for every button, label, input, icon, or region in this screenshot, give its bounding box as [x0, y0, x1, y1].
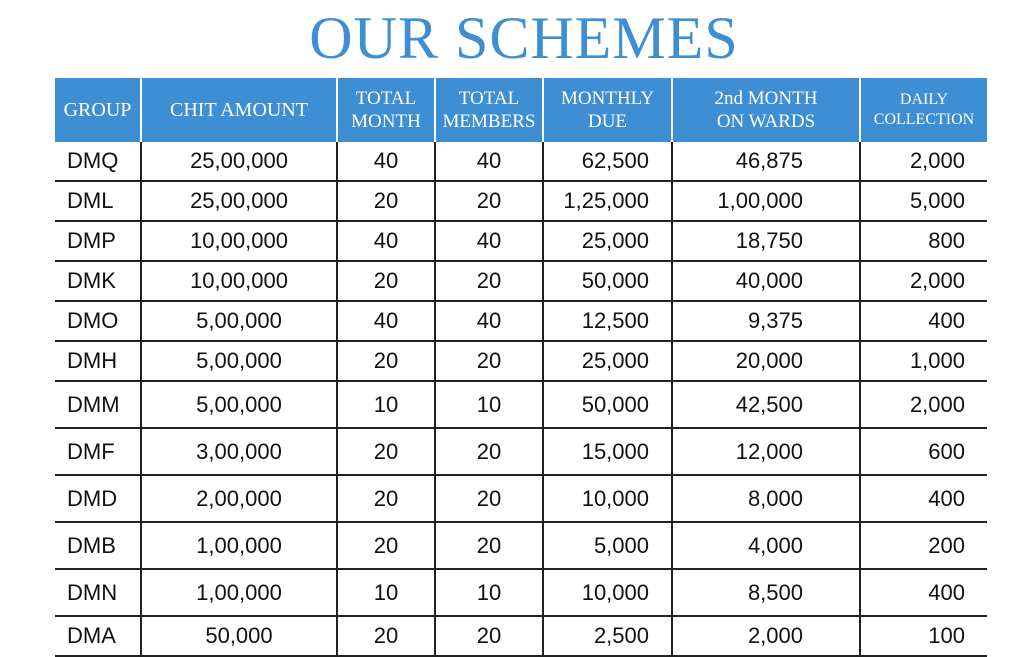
cell-daily-collection: 400 — [860, 569, 987, 616]
cell-group: DMQ — [55, 142, 141, 181]
cell-total-members: 20 — [435, 341, 543, 381]
header-total-members — [435, 78, 543, 142]
cell-second-month: 18,750 — [672, 221, 860, 261]
cell-second-month: 8,500 — [672, 569, 860, 616]
header-daily-collection — [860, 78, 987, 142]
cell-total-month: 20 — [337, 261, 435, 301]
cell-chit-amount: 3,00,000 — [141, 428, 337, 475]
page-title: OUR SCHEMES — [309, 5, 739, 71]
cell-group: DMF — [55, 428, 141, 475]
cell-total-month: 40 — [337, 301, 435, 341]
header-total-month — [337, 78, 435, 142]
cell-chit-amount: 25,00,000 — [141, 181, 337, 221]
table-row — [55, 301, 987, 341]
header-total-members-line1: TOTAL — [458, 88, 520, 109]
cell-chit-amount: 25,00,000 — [141, 142, 337, 181]
cell-group: DMK — [55, 261, 141, 301]
cell-total-members: 40 — [435, 221, 543, 261]
cell-second-month: 46,875 — [672, 142, 860, 181]
cell-group: DMO — [55, 301, 141, 341]
schemes-table — [55, 78, 987, 657]
header-chit-amount: CHIT AMOUNT — [141, 78, 337, 142]
cell-total-month: 40 — [337, 221, 435, 261]
cell-chit-amount: 50,000 — [141, 616, 337, 656]
cell-group: DMB — [55, 522, 141, 569]
cell-monthly-due: 12,500 — [543, 301, 672, 341]
cell-second-month: 20,000 — [672, 341, 860, 381]
cell-chit-amount: 5,00,000 — [141, 301, 337, 341]
cell-chit-amount: 1,00,000 — [141, 569, 337, 616]
cell-group: DMA — [55, 616, 141, 656]
cell-daily-collection: 200 — [860, 522, 987, 569]
cell-daily-collection: 600 — [860, 428, 987, 475]
cell-group: DMH — [55, 341, 141, 381]
cell-monthly-due: 62,500 — [543, 142, 672, 181]
cell-daily-collection: 400 — [860, 301, 987, 341]
cell-daily-collection: 2,000 — [860, 381, 987, 428]
cell-total-members: 10 — [435, 569, 543, 616]
table-row — [55, 569, 987, 616]
cell-chit-amount: 10,00,000 — [141, 221, 337, 261]
table-row — [55, 522, 987, 569]
cell-monthly-due: 5,000 — [543, 522, 672, 569]
cell-total-month: 20 — [337, 341, 435, 381]
cell-daily-collection: 2,000 — [860, 261, 987, 301]
cell-group: DMM — [55, 381, 141, 428]
header-second-month — [672, 78, 860, 142]
cell-group: DMD — [55, 475, 141, 522]
cell-second-month: 9,375 — [672, 301, 860, 341]
cell-chit-amount: 5,00,000 — [141, 341, 337, 381]
cell-total-month: 10 — [337, 569, 435, 616]
header-monthly-due — [543, 78, 672, 142]
cell-monthly-due: 10,000 — [543, 569, 672, 616]
cell-daily-collection: 800 — [860, 221, 987, 261]
cell-daily-collection: 2,000 — [860, 142, 987, 181]
cell-total-month: 20 — [337, 616, 435, 656]
cell-second-month: 4,000 — [672, 522, 860, 569]
header-total-month-line1: TOTAL — [355, 88, 417, 109]
header-total-month-line2: MONTH — [351, 111, 421, 132]
table-header-row — [55, 78, 987, 142]
table-row — [55, 428, 987, 475]
header-total-members-line2: MEMBERS — [442, 111, 536, 132]
cell-second-month: 2,000 — [672, 616, 860, 656]
cell-monthly-due: 15,000 — [543, 428, 672, 475]
table-row — [55, 381, 987, 428]
cell-monthly-due: 2,500 — [543, 616, 672, 656]
cell-total-members: 20 — [435, 475, 543, 522]
header-second-month-line2: ON WARDS — [716, 111, 816, 132]
table-row — [55, 261, 987, 301]
cell-total-members: 20 — [435, 428, 543, 475]
cell-daily-collection: 1,000 — [860, 341, 987, 381]
cell-total-month: 40 — [337, 142, 435, 181]
cell-total-members: 20 — [435, 261, 543, 301]
cell-chit-amount: 1,00,000 — [141, 522, 337, 569]
cell-monthly-due: 50,000 — [543, 381, 672, 428]
schemes-table-wrapper — [55, 78, 987, 657]
cell-total-month: 20 — [337, 475, 435, 522]
cell-chit-amount: 5,00,000 — [141, 381, 337, 428]
cell-second-month: 8,000 — [672, 475, 860, 522]
header-daily-collection-line1: DAILY — [899, 91, 949, 108]
cell-second-month: 1,00,000 — [672, 181, 860, 221]
cell-total-members: 10 — [435, 381, 543, 428]
table-row — [55, 221, 987, 261]
cell-total-members: 20 — [435, 616, 543, 656]
cell-group: DMP — [55, 221, 141, 261]
header-group: GROUP — [55, 78, 141, 142]
cell-daily-collection: 100 — [860, 616, 987, 656]
cell-second-month: 40,000 — [672, 261, 860, 301]
cell-total-month: 20 — [337, 428, 435, 475]
cell-total-members: 20 — [435, 181, 543, 221]
table-row — [55, 475, 987, 522]
cell-group: DML — [55, 181, 141, 221]
cell-second-month: 42,500 — [672, 381, 860, 428]
cell-total-month: 20 — [337, 181, 435, 221]
cell-group: DMN — [55, 569, 141, 616]
header-second-month-line1: 2nd MONTH — [714, 88, 818, 109]
cell-monthly-due: 1,25,000 — [543, 181, 672, 221]
cell-total-members: 20 — [435, 522, 543, 569]
header-monthly-due-line2: DUE — [587, 111, 628, 132]
cell-chit-amount: 10,00,000 — [141, 261, 337, 301]
cell-second-month: 12,000 — [672, 428, 860, 475]
cell-monthly-due: 50,000 — [543, 261, 672, 301]
header-daily-collection-line2: COLLECTION — [873, 111, 975, 128]
table-row — [55, 181, 987, 221]
cell-daily-collection: 400 — [860, 475, 987, 522]
cell-total-month: 10 — [337, 381, 435, 428]
cell-total-members: 40 — [435, 301, 543, 341]
cell-monthly-due: 10,000 — [543, 475, 672, 522]
cell-chit-amount: 2,00,000 — [141, 475, 337, 522]
cell-monthly-due: 25,000 — [543, 221, 672, 261]
cell-monthly-due: 25,000 — [543, 341, 672, 381]
cell-daily-collection: 5,000 — [860, 181, 987, 221]
header-monthly-due-line1: MONTHLY — [560, 88, 655, 109]
table-row — [55, 616, 987, 656]
cell-total-month: 20 — [337, 522, 435, 569]
table-row — [55, 142, 987, 181]
table-row — [55, 341, 987, 381]
cell-total-members: 40 — [435, 142, 543, 181]
